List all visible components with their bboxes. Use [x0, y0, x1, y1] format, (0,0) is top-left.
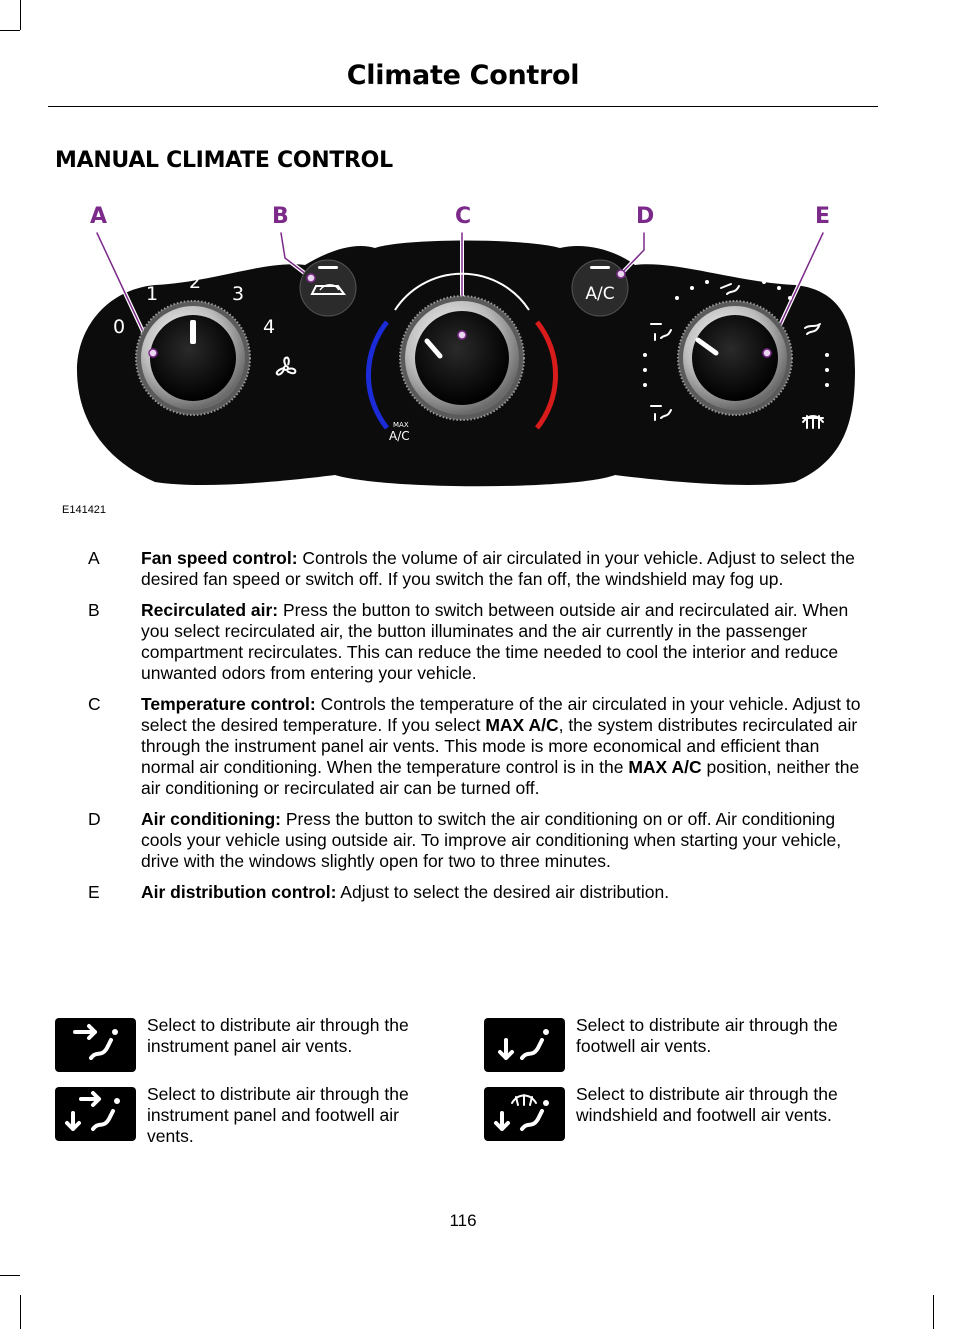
item-letter: E: [88, 882, 100, 902]
item-term: Air distribution control:: [141, 882, 337, 902]
callout-a: A: [90, 204, 108, 229]
climate-control-illustration: [55, 190, 875, 500]
item-term: Recirculated air:: [141, 600, 279, 620]
item-emphasis: MAX A/C: [485, 715, 559, 735]
item-text: Controls the temperature of the air circulated in your vehicle. Adjust to select the desired temperature. If you select: [141, 694, 861, 735]
item-emphasis: MAX A/C: [628, 757, 702, 777]
max-label: MAX: [393, 421, 409, 429]
item-letter: B: [88, 600, 100, 620]
item-text: Controls the volume of air circulated in your vehicle. Adjust to select the desired fan speed or switch off. If you switch the fan off, the windshield may fog up.: [141, 548, 855, 589]
page-number: 116: [449, 1211, 477, 1230]
item-term: Temperature control:: [141, 694, 316, 714]
max-ac-label: A/C: [389, 429, 410, 443]
callout-b: B: [272, 204, 289, 229]
item-term: Fan speed control:: [141, 548, 298, 568]
item-term: Air conditioning:: [141, 809, 281, 829]
list-item: [55, 600, 870, 684]
item-text: Adjust to select the desired air distribution.: [336, 882, 670, 902]
list-item: [55, 882, 870, 903]
ac-button: [572, 260, 628, 316]
item-letter: D: [88, 809, 101, 829]
fan-speed-2: 2: [189, 271, 202, 293]
item-text: position, neither the air conditioning or recirculated air can be turned off.: [141, 757, 860, 798]
fan-speed-knob: [136, 301, 250, 415]
vent-description: Select to distribute air through the instrument panel and footwell air vents.: [147, 1084, 409, 1146]
crop-mark: [20, 1295, 21, 1329]
fan-speed-0: 0: [113, 316, 126, 338]
section-title: MANUAL CLIMATE CONTROL: [55, 148, 393, 173]
vent-description: Select to distribute air through the instrument panel air vents.: [147, 1015, 409, 1056]
recirculation-button: [300, 260, 356, 316]
callout-e: E: [815, 204, 831, 229]
control-descriptions: [55, 548, 870, 913]
panel-vent-icon: [55, 1018, 136, 1072]
item-letter: C: [88, 694, 101, 714]
crop-mark: [933, 1295, 934, 1329]
fan-speed-3: 3: [232, 283, 245, 305]
footwell-vent-icon: [484, 1018, 565, 1072]
list-item: [55, 548, 870, 590]
list-item: [55, 809, 870, 872]
fan-speed-4: 4: [263, 316, 276, 338]
figure-id: E141421: [62, 504, 107, 516]
page-title: Climate Control: [346, 60, 580, 91]
callout-d: D: [636, 204, 655, 229]
crop-mark: [0, 1275, 20, 1276]
windshield-footwell-vent-icon: [484, 1087, 565, 1141]
crop-mark: [20, 0, 21, 30]
item-letter: A: [88, 548, 100, 568]
callout-c: C: [455, 204, 472, 229]
item-text: , the system distributes recirculated air through the instrument panel air vents. This mode is more economical and efficient than normal air conditioning. When the temperature control is in the: [141, 715, 858, 777]
fan-speed-1: 1: [146, 283, 159, 305]
vent-description: Select to distribute air through the footwell air vents.: [576, 1015, 838, 1056]
panel-footwell-vent-icon: [55, 1087, 136, 1141]
list-item: [55, 694, 870, 799]
header-divider: [48, 106, 878, 107]
vent-description: Select to distribute air through the windshield and footwell air vents.: [576, 1084, 838, 1125]
item-text: Press the button to switch the air conditioning on or off. Air conditioning cools your vehicle using outside air. To improve air conditioning when starting your vehicle, drive with the windows slightly open for two to three minutes.: [141, 809, 842, 871]
item-text: Press the button to switch between outside air and recirculated air. When you select recirculated air, the button illuminates and the air currently in the passenger compartment recirculates. This can reduce the time needed to cool the interior and reduce unwanted odors from entering your vehicle.: [141, 600, 849, 683]
crop-mark: [0, 30, 20, 31]
air-distribution-knob: [678, 301, 792, 415]
ac-button-label: A/C: [585, 284, 615, 304]
